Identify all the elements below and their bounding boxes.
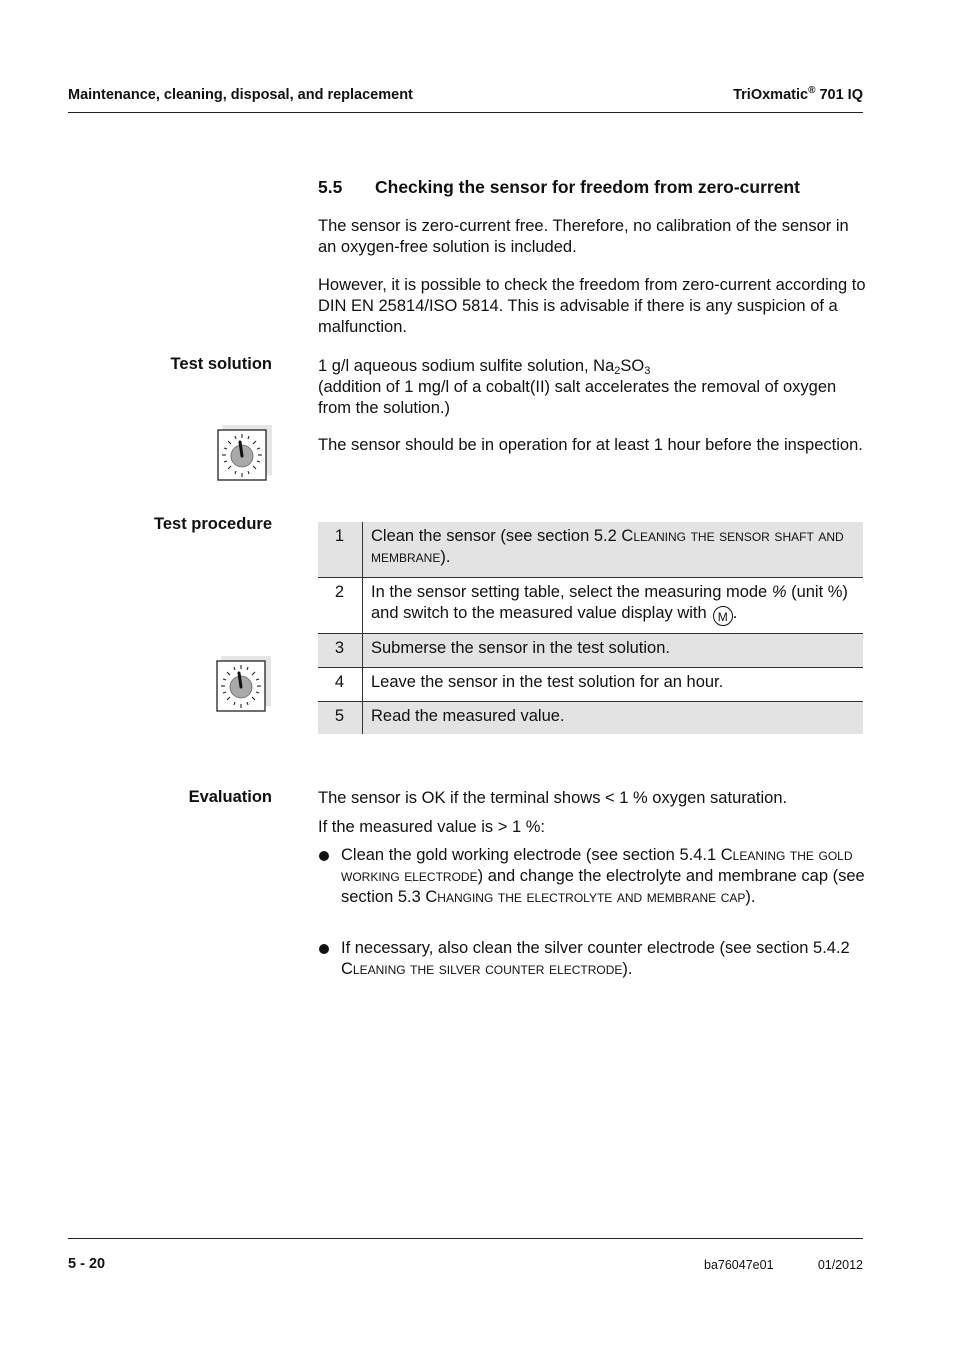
product-model: 701 IQ bbox=[815, 87, 863, 103]
test-procedure-label: Test procedure bbox=[154, 515, 272, 533]
bullet-text-part: Clean the gold working electrode (see section 5.4.1 bbox=[341, 846, 721, 864]
section-number: 5.5 bbox=[318, 177, 343, 197]
test-solution-text bbox=[318, 356, 866, 419]
bullet-text-part: ). bbox=[745, 888, 756, 906]
evaluation-label: Evaluation bbox=[188, 788, 272, 806]
solution-formula-prefix: 1 g/l aqueous sodium sulfite solution, Na bbox=[318, 357, 615, 375]
bullet-text-part: ). bbox=[622, 960, 633, 978]
bullet-crossref: Cleaning the silver counter electrode bbox=[341, 960, 623, 978]
step-text-part: ). bbox=[440, 548, 451, 566]
header-product bbox=[733, 87, 863, 103]
timer-note: The sensor should be in operation for at least 1 hour before the inspection. bbox=[318, 436, 863, 454]
m-key-icon: M bbox=[713, 606, 733, 626]
step-text-part: (unit %) and switch to the measured value display with bbox=[371, 582, 848, 622]
procedure-step bbox=[318, 633, 863, 667]
timer-icon bbox=[216, 425, 273, 487]
step-number: 2 bbox=[318, 577, 363, 633]
page-number: 5 - 20 bbox=[68, 1256, 106, 1272]
section-title: Checking the sensor for freedom from zero-current bbox=[375, 177, 800, 197]
footer-rule bbox=[68, 1238, 863, 1239]
header-rule bbox=[68, 112, 863, 113]
formula-subscript-2: 2 bbox=[614, 365, 621, 377]
bullet-text-part: If necessary, also clean the silver counter electrode (see section 5.4.2 bbox=[341, 939, 850, 957]
procedure-step bbox=[318, 667, 863, 701]
step-number: 3 bbox=[318, 633, 363, 667]
formula-subscript-3: 3 bbox=[644, 365, 651, 377]
document-date: 01/2012 bbox=[817, 1258, 863, 1272]
product-name: TriOxmatic bbox=[733, 87, 809, 103]
bullet-crossref: Changing the electrolyte and membrane cap bbox=[425, 888, 746, 906]
bullet-dot-icon bbox=[319, 944, 329, 954]
step-text bbox=[363, 577, 864, 633]
step-text-part: . bbox=[732, 603, 738, 622]
step-text: Submerse the sensor in the test solution. bbox=[371, 638, 670, 657]
step-text: Read the measured value. bbox=[371, 706, 565, 725]
document-id: ba76047e01 bbox=[704, 1258, 774, 1272]
section-heading bbox=[318, 177, 800, 198]
bullet-dot-icon bbox=[319, 851, 329, 861]
step-text-mode: % bbox=[771, 582, 787, 601]
step-text: Leave the sensor in the test solution for an hour. bbox=[371, 672, 724, 691]
procedure-table bbox=[318, 522, 863, 734]
step-number: 5 bbox=[318, 701, 363, 734]
header-chapter: Maintenance, cleaning, disposal, and replacement bbox=[68, 87, 413, 103]
evaluation-if-text: If the measured value is > 1 %: bbox=[318, 818, 545, 836]
step-text-crossref: Cleaning the sensor shaft and membrane bbox=[371, 527, 844, 566]
procedure-step bbox=[318, 522, 863, 577]
solution-note: (addition of 1 mg/l of a cobalt(II) salt accelerates the removal of oxygen from the solution.) bbox=[318, 378, 837, 417]
evaluation-bullet-1 bbox=[318, 845, 866, 908]
step-text-part: Clean the sensor (see section 5.2 bbox=[371, 527, 622, 545]
registered-mark: ® bbox=[808, 85, 816, 96]
step-number: 4 bbox=[318, 667, 363, 701]
evaluation-bullet-2 bbox=[318, 938, 866, 980]
formula-so: SO bbox=[620, 357, 645, 375]
timer-icon bbox=[215, 656, 272, 718]
step-text bbox=[363, 522, 864, 577]
intro-paragraph-1: The sensor is zero-current free. Therefore, no calibration of the sensor in an oxygen-free solution is included. bbox=[318, 217, 849, 256]
procedure-step bbox=[318, 701, 863, 734]
bullet-text-part: ) and change the electrolyte and membrane cap (see section 5.3 bbox=[341, 867, 865, 906]
bullet-crossref: Cleaning the gold working electrode bbox=[341, 846, 853, 885]
evaluation-ok-text: The sensor is OK if the terminal shows < 1 % oxygen saturation. bbox=[318, 789, 788, 807]
step-text-part: In the sensor setting table, select the measuring mode bbox=[371, 582, 772, 601]
test-solution-label: Test solution bbox=[170, 355, 272, 373]
intro-paragraph-2: However, it is possible to check the freedom from zero-current according to DIN EN 25814/ISO 5814. This is advisable if there is any suspicion of a malfunction. bbox=[318, 276, 866, 336]
procedure-step bbox=[318, 577, 863, 633]
step-number: 1 bbox=[318, 522, 363, 577]
